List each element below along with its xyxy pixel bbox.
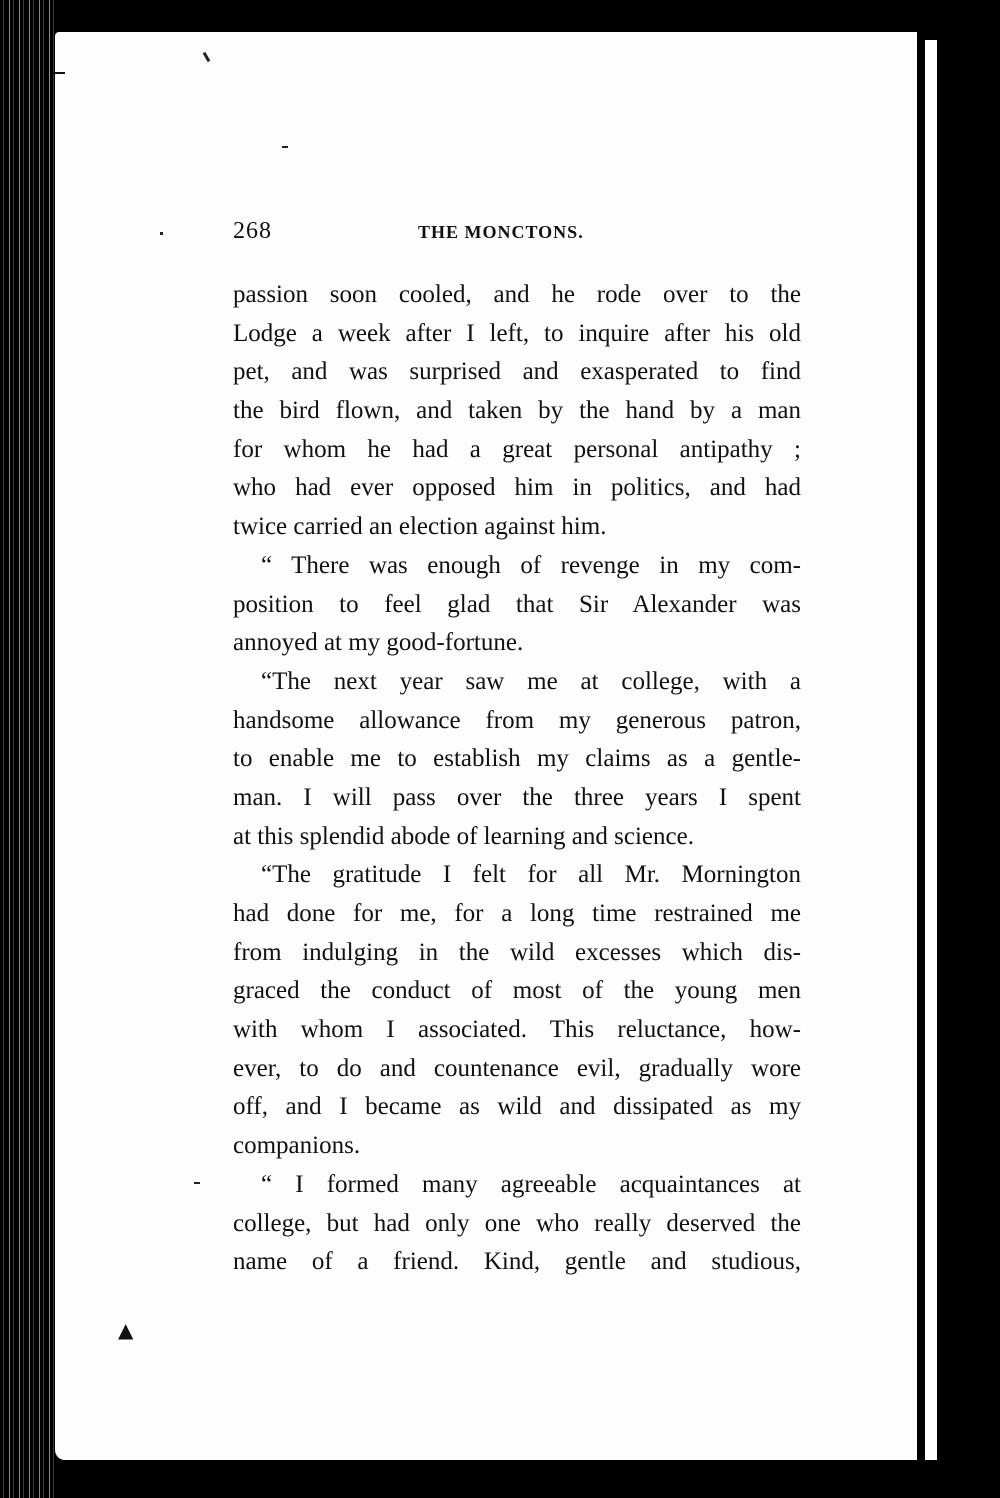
text-line: the bird flown, and taken by the hand by a man [233,397,801,425]
text-line: position to feel glad that Sir Alexander was [233,590,801,618]
paragraph [233,1166,801,1282]
printer-mark-icon: ▲ [118,1318,134,1342]
scan-speck [194,1182,200,1184]
text-line: handsome allowance from my generous patron, [233,706,801,734]
body-text [233,276,801,1282]
text-line: off, and I became as wild and dissipated as my [233,1093,801,1121]
text-line: college, but had only one who really deserved the [233,1209,801,1237]
scan-speck [160,232,163,235]
text-line: twice carried an election against him. [233,513,607,541]
right-scan-border [917,0,1000,1498]
text-line: ever, to do and countenance evil, gradually wore [233,1054,801,1082]
paragraph [233,856,801,1166]
page-edge-line [917,0,921,1498]
book-binding-edge [0,0,55,1498]
text-line: “The gratitude I felt for all Mr. Mornington [261,861,801,889]
text-line: at this splendid abode of learning and science. [233,822,694,850]
text-line: “ There was enough of revenge in my com- [261,551,801,579]
text-line: name of a friend. Kind, gentle and studious, [233,1248,801,1276]
text-line: from indulging in the wild excesses which dis- [233,938,801,966]
text-line: pet, and was surprised and exasperated to find [233,358,801,386]
text-line: passion soon cooled, and he rode over to the [233,281,801,308]
paragraph [233,276,801,547]
text-line: Lodge a week after I left, to inquire after his old [233,319,801,347]
scan-speck [282,146,288,148]
page-number: 268 [233,218,272,244]
scan-speck [53,72,65,74]
text-line: graced the conduct of most of the young men [233,977,801,1005]
page-header [233,218,803,248]
text-line: “ I formed many agreeable acquaintances at [261,1170,801,1198]
running-head: THE MONCTONS. [418,222,584,242]
text-line: with whom I associated. This reluctance, how- [233,1016,801,1044]
text-line: who had ever opposed him in politics, and had [233,474,801,502]
text-line: man. I will pass over the three years I spent [233,783,801,811]
text-line: “The next year saw me at college, with a [261,667,801,695]
text-line: annoyed at my good-fortune. [233,629,524,657]
next-page-sliver [925,40,937,1460]
text-line: had done for me, for a long time restrained me [233,900,801,927]
text-line: for whom he had a great personal antipathy ; [233,435,801,463]
text-line: to enable me to establish my claims as a gentle- [233,745,801,773]
text-line: companions. [233,1132,361,1160]
paragraph [233,663,801,856]
paragraph [233,547,801,663]
